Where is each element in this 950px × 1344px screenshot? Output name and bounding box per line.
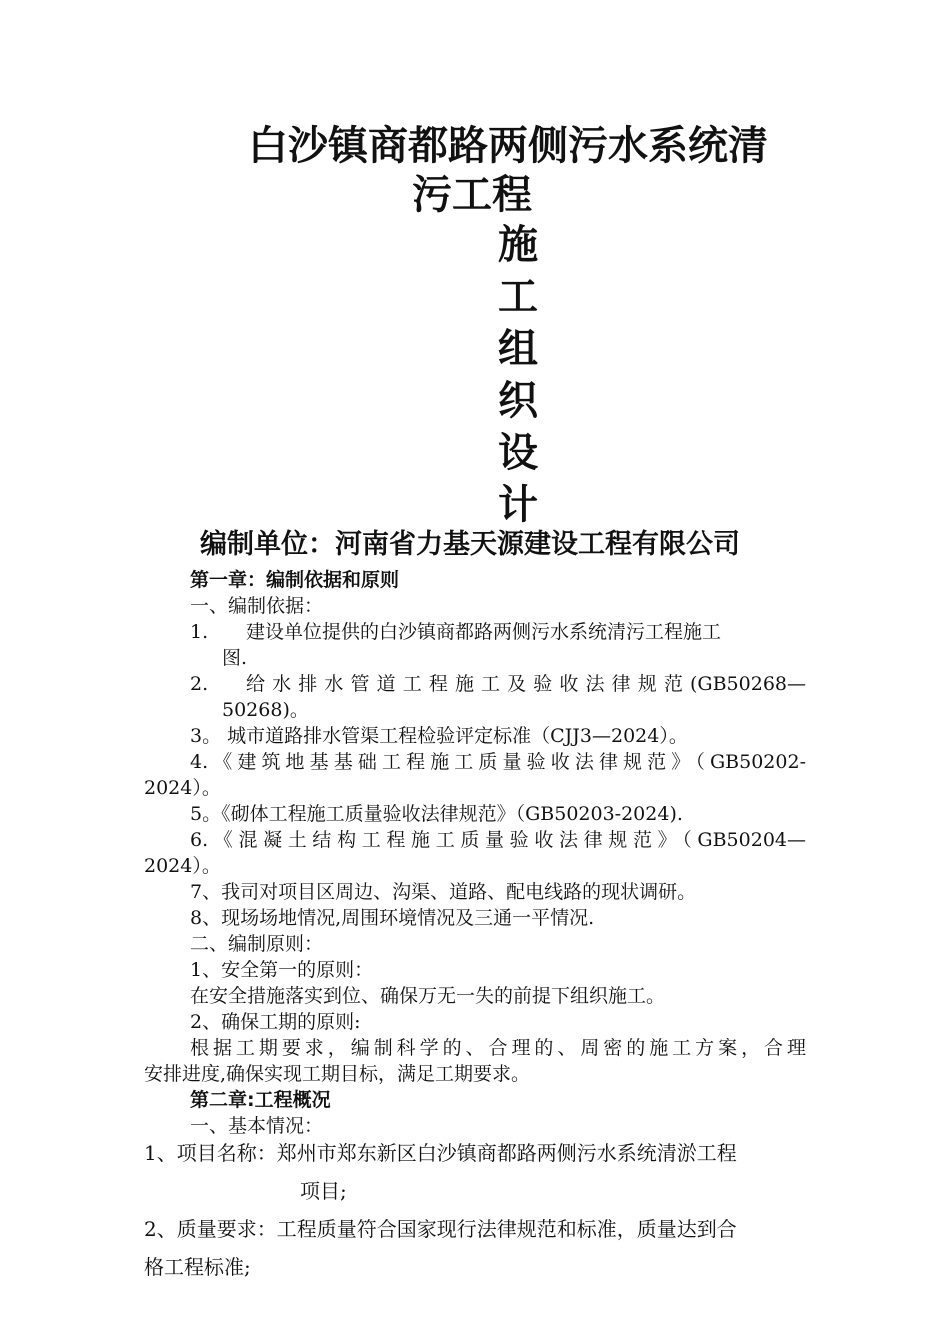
project-name-cont: 项目;	[300, 1179, 347, 1203]
chapter2-heading: 第二章:工程概况	[190, 1089, 331, 1111]
principle-text-cont: 安排进度,确保实现工期目标，满足工期要求。	[144, 1063, 531, 1085]
basis-item: 6.《混凝土结构工程施工质量验收法律规范》（GB50204—	[190, 829, 806, 851]
basis-item: 建设单位提供的白沙镇商都路两侧污水系统清污工程施工	[246, 621, 722, 643]
basis-item-cont: 2024）。	[144, 777, 221, 799]
basis-item: 7、我司对项目区周边、沟渠、道路、配电线路的现状调研。	[190, 881, 697, 903]
basis-item-number: 1.	[190, 621, 209, 643]
principle-text: 在安全措施落实到位、确保万无一失的前提下组织施工。	[190, 985, 666, 1007]
chapter1-heading: 第一章：编制依据和原则	[190, 569, 400, 591]
subtitle-char: 工	[498, 274, 538, 320]
basis-item-cont: 50268)。	[222, 699, 309, 721]
principle-title: 2、确保工期的原则:	[190, 1011, 361, 1033]
basis-item: 4.《建筑地基基础工程施工质量验收法律规范》（GB50202-	[190, 751, 806, 773]
project-name: 1、项目名称：郑州市郑东新区白沙镇商都路两侧污水系统清淤工程	[144, 1141, 737, 1165]
principle-title: 1、安全第一的原则：	[190, 959, 374, 981]
compiling-organization: 编制单位：河南省力基天源建设工程有限公司	[200, 529, 740, 560]
doc-title-line1: 白沙镇商都路两侧污水系统清	[248, 123, 768, 169]
subtitle-char: 织	[498, 378, 538, 424]
basis-item: 8、现场场地情况,周围环境情况及三通一平情况.	[190, 907, 595, 929]
basis-heading: 一、编制依据：	[190, 595, 324, 617]
subtitle-char: 计	[498, 482, 538, 528]
basis-item: 5。《砌体工程施工质量验收法律规范》（GB50203-2024).	[190, 803, 683, 825]
quality-requirement-cont: 格工程标准;	[144, 1255, 251, 1279]
principle-heading: 二、编制原则：	[190, 933, 324, 955]
quality-requirement: 2、质量要求：工程质量符合国家现行法律规范和标准，质量达到合	[144, 1217, 737, 1241]
basic-info-heading: 一、基本情况：	[190, 1115, 324, 1137]
subtitle-char: 施	[498, 222, 538, 268]
basis-item-number: 2.	[190, 673, 209, 695]
basis-item: 3。 城市道路排水管渠工程检验评定标准（CJJ3—2024）。	[190, 725, 688, 747]
subtitle-char: 设	[498, 430, 538, 476]
basis-item: 给水排水管道工程施工及验收法律规范(GB50268—	[246, 673, 806, 695]
basis-item-cont: 2024）。	[144, 855, 221, 877]
principle-text: 根据工期要求，编制科学的、合理的、周密的施工方案，合理	[190, 1037, 806, 1059]
basis-item-cont: 图.	[222, 647, 248, 669]
doc-title-line2: 污工程	[412, 172, 532, 218]
subtitle-char: 组	[498, 326, 538, 372]
